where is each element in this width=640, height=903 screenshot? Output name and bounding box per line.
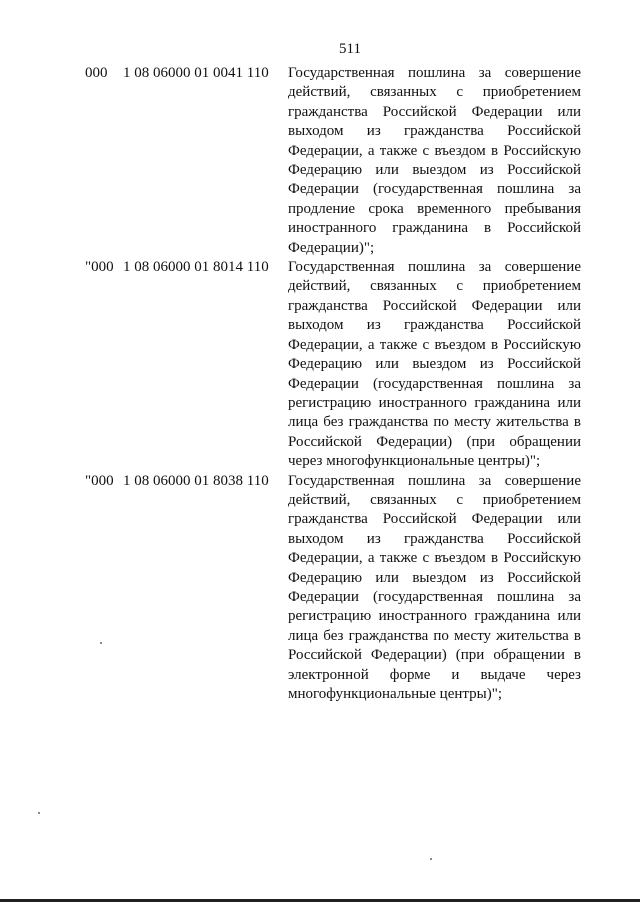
code-entry	[85, 472, 585, 705]
scan-speck	[100, 642, 102, 644]
entry-description: Государственная пошлина за совершение действий, связанных с приобретением гражданства Российской Федерации или выходом из гражданства Российской Федерации, а также с въездом в Российскую Федерацию или выездом из Российской Федерации (государственная пошлина за регистрацию иностранного гражданина или лица без гражданства по месту жительства в Российской Федерации) (при обращении в электронной форме и выдаче через многофункциональные центры)";	[288, 472, 581, 702]
scan-speck	[38, 812, 40, 814]
entry-code	[85, 64, 285, 83]
budget-classification-code: 1 08 06000 01 8014 110	[123, 259, 269, 276]
entry-code	[85, 472, 285, 491]
entry-code	[85, 258, 285, 277]
code-entry	[85, 258, 585, 471]
budget-classification-code: 1 08 06000 01 0041 110	[123, 65, 269, 81]
scan-speck	[430, 858, 432, 860]
entry-description: Государственная пошлина за совершение действий, связанных с приобретением гражданства Российской Федерации или выходом из гражданства Российской Федерации, а также с въездом в Российскую Федерацию или выездом из Российской Федерации (государственная пошлина за продление срока временного пребывания иностранного гражданина в Российской Федерации)";	[288, 65, 581, 256]
code-entry	[85, 64, 585, 258]
admin-code: 000	[85, 65, 108, 81]
code-list	[85, 64, 585, 704]
scan-edge-line	[0, 899, 640, 902]
page-number: 511	[339, 41, 361, 57]
admin-code: "000	[85, 259, 114, 276]
budget-classification-code: 1 08 06000 01 8038 110	[123, 472, 269, 489]
admin-code: "000	[85, 472, 114, 489]
entry-description: Государственная пошлина за совершение действий, связанных с приобретением гражданства Российской Федерации или выходом из гражданства Российской Федерации, а также с въездом в Российскую Федерацию или выездом из Российской Федерации (государственная пошлина за регистрацию иностранного гражданина или лица без гражданства по месту жительства в Российской Федерации) (при обращении через многофункциональные центры)";	[288, 259, 581, 470]
